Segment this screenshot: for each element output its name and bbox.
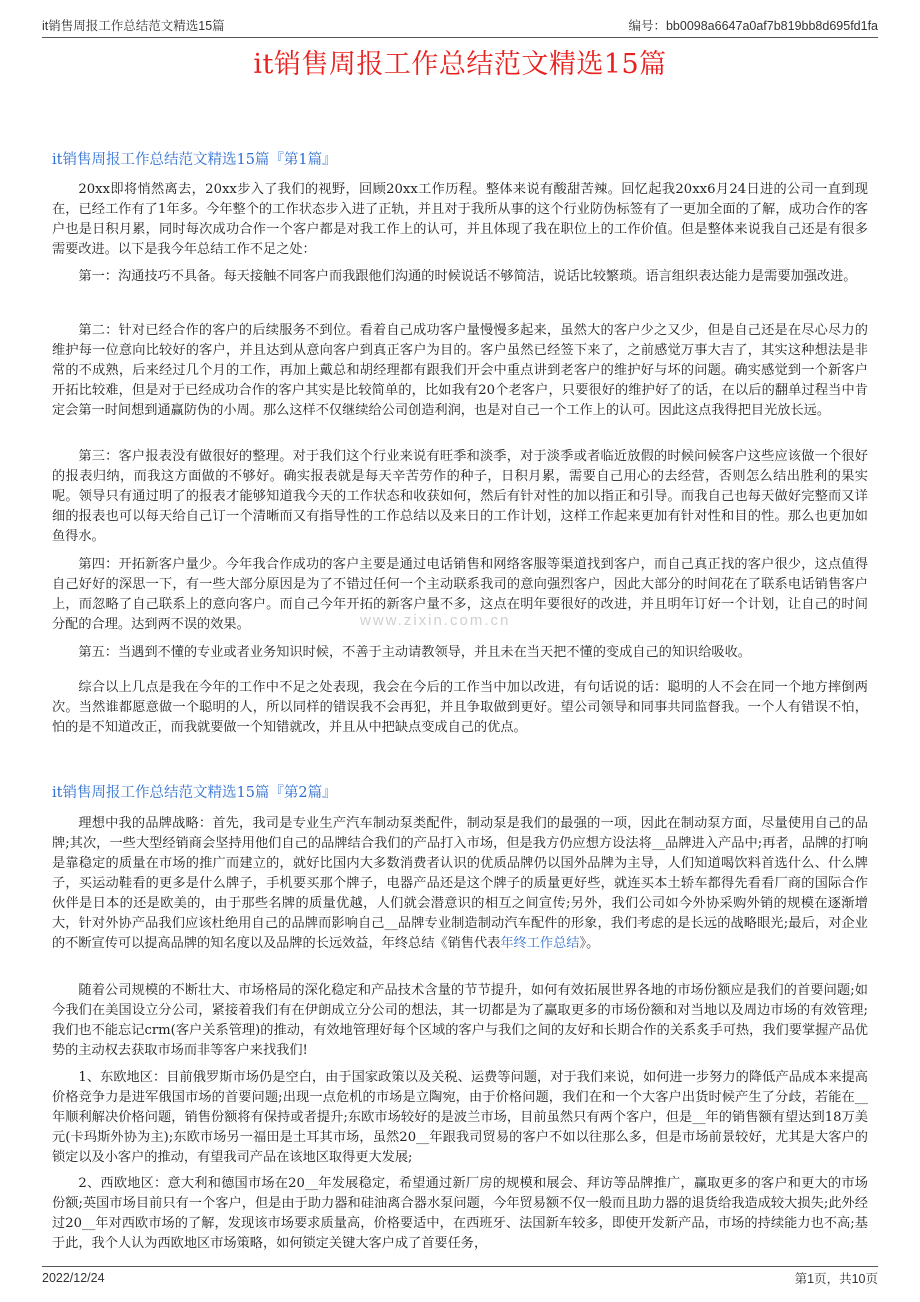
footer-date: 2022/12/24 [42,1271,105,1285]
section-2-paragraph: 随着公司规模的不断壮大、市场格局的深化稳定和产品技术含量的节节提升，如何有效拓展世界各地的市场份额应是我们的首要问题;如今我们在美国设立分公司，紧接着我们有在伊朗成立分公司的想法，其一切都是为了赢取更多的市场份额和对当地以及周边市场的有效管理;我们也不能忘记crm(客户关系管理)的推动，有效地管理好每个区域的客户与我们之间的友好和长期合作的关系炙手可热，我们要掌握产品优势的主动权去获取市场而非等客户来找我们! [52,983,868,1058]
section-2-paragraph: 1、东欧地区：目前俄罗斯市场仍是空白，由于国家政策以及关税、运费等问题，对于我们来说，如何进一步努力的降低产品成本来提高价格竞争力是进军俄国市场的首要问题;出现一点危机的市场是立陶宛，由于价格问题，我们在和一个大客户出货时候产生了分歧，若能在__年顺利解决价格问题，销售份额将有保持或者提升;东欧市场较好的是波兰市场，目前虽然只有两个客户，但是__年的销售额有望达到18万美元(卡玛斯外协为主);东欧市场另一福田是土耳其市场，虽然20__年跟我司贸易的客户不如以往那么多，但是市场前景较好，尤其是大客户的锁定以及小客户的推动，有望我司产品在该地区取得更大发展; [52,1070,868,1165]
watermark-text: www.zixin.com.cn [360,612,511,629]
header-doc-name: it销售周报工作总结范文精选15篇 [42,19,225,33]
header-doc-id: 编号：bb0098a6647a0af7b819bb8d695fd1fa [628,19,878,33]
section-2-heading: it销售周报工作总结范文精选15篇『第2篇』 [52,785,337,801]
section-2-paragraph-tail: 》。 [579,936,600,951]
page-header [42,12,878,38]
document-title: it销售周报工作总结范文精选15篇 [253,49,667,80]
section-1-paragraph: 第一：沟通技巧不具备。每天接触不同客户而我跟他们沟通的时候说话不够简洁，说话比较繁琐。语言组织表达能力是需要加强改进。 [78,269,857,284]
page-footer [42,1266,878,1289]
section-2-paragraph: 2、西欧地区：意大利和德国市场在20__年发展稳定，希望通过新厂房的规模和展会、拜访等品牌推广，赢取更多的客户和更大的市场份额;英国市场目前只有一个客户，但是由于助力器和硅油离合器水泵问题，今年贸易额不仅一般而且助力器的退货给我造成较大损失;此外经过20__年对西欧市场的了解，发现该市场要求质量高，价格要适中，在西班牙、法国新车较多，即使开发新产品，市场的持续能力也不高;基于此，我个人认为西欧地区市场策略，如何锁定关键大客户成了首要任务， [52,1176,868,1251]
section-1-paragraph: 第三：客户报表没有做很好的整理。对于我们这个行业来说有旺季和淡季，对于淡季或者临近放假的时候问候客户这些应该做一个很好的报表归纳，而我这方面做的不够好。确实报表就是每天辛苦劳作的种子，日积月累，需要自己用心的去经营，否则怎么结出胜利的果实呢。领导只有通过明了的报表才能够知道我今天的工作状态和收获如何，然后有针对性的加以指正和引导。而我自己也每天做好完整而又详细的报表也可以每天给自己订一个清晰而又有指导性的工作总结以及来日的工作计划，这样工作起来更加有针对性和目的性。那么也更加如鱼得水。 [52,449,868,544]
annual-summary-link[interactable]: 年终工作总结 [500,936,580,951]
section-1-paragraph: 第五：当遇到不懂的专业或者业务知识时候，不善于主动请教领导，并且未在当天把不懂的变成自己的知识给吸收。 [78,645,751,660]
section-2-paragraph-text: 理想中我的品牌战略：首先，我司是专业生产汽车制动泵类配件，制动泵是我们的最强的一项，因此在制动泵方面，尽量使用自己的品牌;其次，一些大型经销商会坚持用他们自己的品牌结合我们的产品打入市场，但是我方仍应想方设法将__品牌进入产品中;再者，品牌的打响是靠稳定的质量在市场的推广而建立的，就好比国内大多数消费者认识的优质品牌仍以国外品牌为主导，人们知道喝饮料首选什么、什么牌子，买运动鞋看的更多是什么牌子，手机要买那个牌子，电器产品还是这个牌子的质量更好些，就连买本土轿车都得先看看厂商的国际合作伙伴是日本的还是欧美的，由于那些名牌的质量优越，人们就会潜意识的相互之间宣传;另外，我们公司如今外协采购外销的规模在逐渐增大，针对外协产品我们应该杜绝用自己的品牌而影响自己__品牌专业制造制动汽车配件的形象，我们考虑的是长远的战略眼光;最后，对企业的不断宣传可以提高品牌的知名度以及品牌的长远效益，年终总结《销售代表 [52,816,868,951]
section-2-paragraph [52,814,868,954]
section-1-paragraph: 综合以上几点是我在今年的工作中不足之处表现，我会在今后的工作当中加以改进，有句话说的话：聪明的人不会在同一个地方摔倒两次。当然谁都愿意做一个聪明的人，所以同样的错误我不会再犯，并且争取做到更好。望公司领导和同事共同监督我。一个人有错误不怕，怕的是不知道改正，而我就要做一个知错就改，并且从中把缺点变成自己的优点。 [52,680,868,735]
section-1-heading: it销售周报工作总结范文精选15篇『第1篇』 [52,152,337,168]
footer-page-number: 第1页，共10页 [794,1272,878,1286]
section-1-paragraph: 第四：开拓新客户量少。今年我合作成功的客户主要是通过电话销售和网络客服等渠道找到客户，而自己真正找的客户很少，这点值得自己好好的深思一下，有一些大部分原因是为了不错过任何一个主动联系我司的意向强烈客户，因此大部分的时间花在了联系电话销售客户上，而忽略了自己联系上的意向客户。而自己今年开拓的新客户量不多，这点在明年要很好的改进，并且明年订好一个计划，让自己的时间分配的合理。达到两不误的效果。 [52,557,868,632]
section-1-paragraph: 20xx即将悄然离去，20xx步入了我们的视野，回顾20xx工作历程。整体来说有酸甜苦辣。回忆起我20xx6月24日进的公司一直到现在，已经工作有了1年多。今年整个的工作状态步入进了正轨，并且对于我所从事的这个行业防伪标签有了一更加全面的了解，成功合作的客户也是日积月累，同时每次成功合作一个客户都是对我工作上的认可，并且体现了我在职位上的工作价值。但是整体来说我自己还是有很多需要改进。以下是我今年总结工作不足之处： [52,182,868,257]
section-1-paragraph: 第二：针对已经合作的客户的后续服务不到位。看着自己成功客户量慢慢多起来，虽然大的客户少之又少，但是自己还是在尽心尽力的维护每一位意向比较好的客户，并且达到从意向客户到真正客户为目的。客户虽然已经签下来了，之前感觉万事大吉了，其实这种想法是非常的不成熟，后来经过几个月的工作，再加上戴总和胡经理都有跟我们开会中重点讲到老客户的维护好与坏的问题。确实感觉到一个新客户开拓比较难，但是对于已经成功合作的客户其实是比较简单的，比如我有20个老客户，只要很好的维护好了的话，在以后的翻单过程当中肯定会第一时间想到通赢防伪的小周。那么这样不仅继续给公司创造利润，也是对自己一个工作上的认可。因此这点我得把目光放长远。 [52,323,868,418]
